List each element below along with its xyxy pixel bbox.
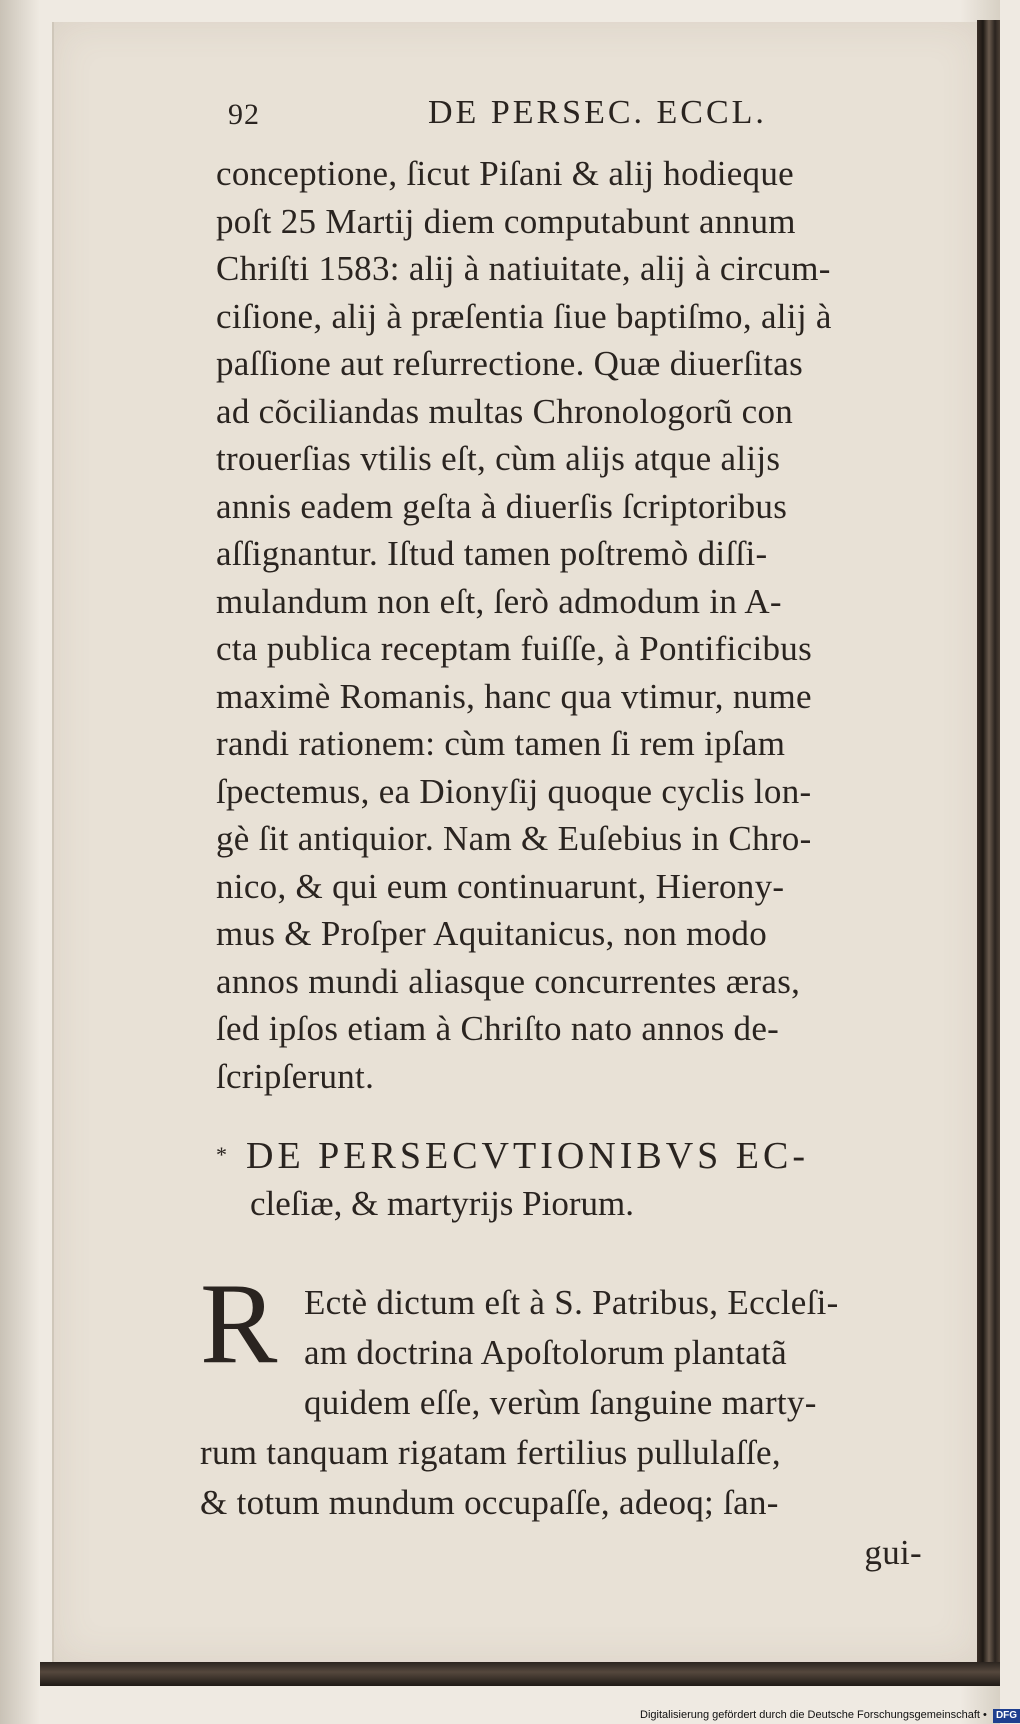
book-bottom-edge <box>40 1662 1000 1686</box>
body-text <box>216 150 966 1100</box>
text-line: conceptione, ſicut Piſani & alij hodieque <box>216 154 794 193</box>
digitization-footer <box>640 1706 1018 1724</box>
book-spine-edge <box>977 20 1000 1680</box>
heading-asterisk: * <box>216 1142 227 1167</box>
text-line: gè ſit antiquior. Nam & Euſebius in Chro- <box>216 819 812 858</box>
text-line: mulandum non eſt, ſerò admodum in A- <box>216 581 782 621</box>
text-line: maximè Romanis, hanc qua vtimur, nume <box>216 676 812 716</box>
footer-text: Digitalisierung gefördert durch die Deutsche Forschungsgemeinschaft <box>640 1709 980 1721</box>
paragraph-line: rum tanquam rigatam fertilius pullulaſſe, <box>200 1433 781 1472</box>
text-line: randi rationem: cùm tamen ſi rem ipſam <box>216 724 786 763</box>
paragraph <box>200 1278 960 1578</box>
text-line: mus & Proſper Aquitanicus, non modo <box>216 914 768 953</box>
drop-cap: R <box>200 1260 278 1388</box>
text-line: annis eadem geſta à diuerſis ſcriptoribus <box>216 486 788 526</box>
footer-separator: • <box>979 1709 990 1721</box>
running-head: DE PERSEC. ECCL. <box>428 94 767 131</box>
catchword: gui- <box>864 1533 922 1572</box>
text-line: cta publica receptam fuiſſe, à Pontificibus <box>216 629 813 668</box>
dfg-logo: DFG <box>993 1709 1020 1723</box>
text-line: poſt 25 Martij diem computabunt annum <box>216 201 796 241</box>
text-line: aſſignantur. Iſtud tamen poſtremò diſſi- <box>216 534 768 573</box>
text-line: Chriſti 1583: alij à natiuitate, alij à circum- <box>216 249 831 288</box>
text-line: ſpectemus, ea Dionyſij quoque cyclis lon- <box>216 771 812 811</box>
text-line: nico, & qui eum continuarunt, Hierony- <box>216 866 785 906</box>
text-line: annos mundi aliasque concurrentes æras, <box>216 961 801 1001</box>
text-line: ad cõciliandas multas Chronologorũ con <box>216 391 794 431</box>
text-line: trouerſias vtilis eſt, cùm alijs atque alijs <box>216 439 781 478</box>
page-header <box>228 94 848 144</box>
heading-line-2: cleſiæ, & martyrijs Piorum. <box>250 1184 634 1223</box>
text-line: ſed ipſos etiam à Chriſto nato annos de- <box>216 1009 780 1048</box>
paragraph-line: quidem eſſe, verùm ſanguine marty- <box>304 1383 817 1422</box>
text-line: paſſione aut reſurrectione. Quæ diuerſitas <box>216 344 803 383</box>
heading-line-1: DE PERSECVTIONIBVS EC- <box>246 1135 810 1177</box>
text-line: ciſione, alij à præſentia ſiue baptiſmo, alij à <box>216 296 832 336</box>
text-line: ſcripſerunt. <box>216 1056 375 1096</box>
paragraph-line: Ectè dictum eſt à S. Patribus, Eccleſi- <box>304 1283 839 1322</box>
paragraph-line: & totum mundum occupaſſe, adeoq; ſan- <box>200 1483 779 1522</box>
page-number: 92 <box>228 98 260 131</box>
paragraph-line: am doctrina Apoſtolorum plantatã <box>304 1333 787 1372</box>
